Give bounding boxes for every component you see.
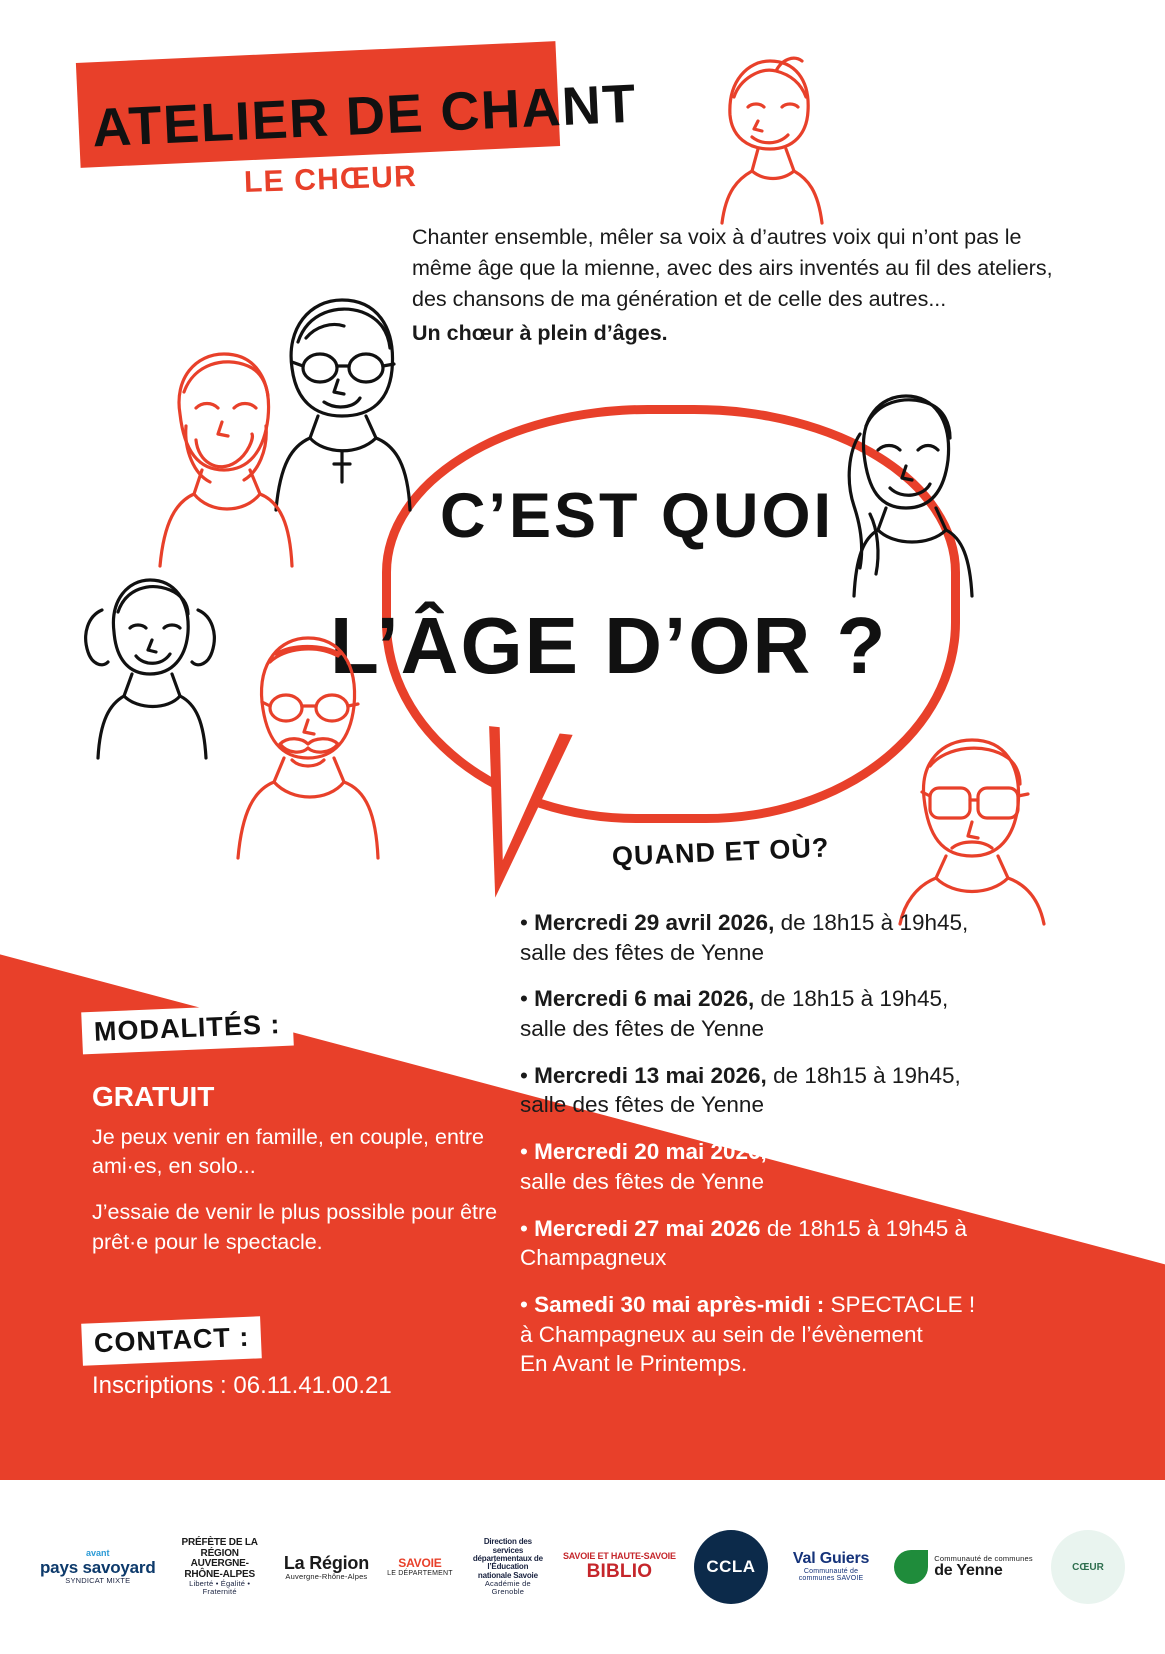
logo-coeur-main: CŒUR [1072, 1561, 1104, 1573]
logo-prefet-region-sub: Liberté • Égalité • Fraternité [189, 1579, 251, 1596]
face-girl-pigtails-icon [72, 560, 222, 760]
logo-education-nationale-sub: Académie de Grenoble [484, 1579, 531, 1596]
schedule-place: salle des fêtes de Yenne [520, 1168, 764, 1194]
schedule-time: de 18h15 à 19h45, [774, 910, 969, 935]
face-senior-man-moustache-icon [218, 620, 393, 860]
schedule-date: Mercredi 29 avril 2026, [534, 910, 775, 935]
logo-coeur-association [1051, 1530, 1125, 1604]
logo-la-region-main: La Région [283, 1552, 370, 1573]
schedule-time: de 18h15 à 19h45, [754, 986, 949, 1012]
logo-communaute-communes-yenne [894, 1550, 1033, 1584]
logo-prefet-region [174, 1538, 266, 1596]
schedule-item [520, 1061, 1080, 1120]
schedule-item [520, 1290, 1080, 1379]
schedule-place: Champagneux [520, 1245, 667, 1271]
face-bearded-man-icon [140, 338, 300, 568]
schedule-bullet: • [520, 986, 528, 1012]
leaf-icon [894, 1550, 928, 1584]
logo-yenne-sub: Communauté de communes [934, 1553, 1033, 1563]
schedule-bullet: • [520, 1062, 528, 1088]
intro-strong-text: Un chœur à plein d’âges. [412, 320, 668, 345]
logo-ccla-main: CCLA [706, 1557, 756, 1576]
schedule-bullet: • [520, 1139, 528, 1165]
logo-la-region-sub: Auvergne-Rhône-Alpes [285, 1571, 368, 1581]
logo-avant-pays-savoyard-top: avant [86, 1548, 110, 1559]
modalites-gratuit-label: GRATUIT [92, 1081, 215, 1112]
schedule-place: salle des fêtes de Yenne [520, 939, 764, 965]
logo-avant-pays-savoyard [40, 1549, 156, 1584]
heading-modalites: MODALITÉS : [81, 1004, 293, 1055]
page-subtitle: LE CHŒUR [243, 159, 418, 200]
footer-logo-bar [0, 1480, 1165, 1654]
bubble-headline-line2: L’ÂGE D’OR ? [330, 601, 888, 690]
bubble-headline-line1: C’EST QUOI [440, 481, 835, 551]
logo-education-nationale [471, 1538, 545, 1596]
schedule-date: Mercredi 20 mai 2026, [534, 1139, 767, 1165]
face-man-glasses-icon [880, 726, 1050, 926]
schedule-time: de 18h15 à 19h45, [766, 1062, 961, 1088]
logo-avant-pays-savoyard-sub: SYNDICAT MIXTE [65, 1575, 131, 1585]
schedule-time: SPECTACLE ! [824, 1291, 976, 1317]
logo-savoie-biblio-main: SAVOIE ET HAUTE-SAVOIE [563, 1551, 676, 1562]
schedule-place: salle des fêtes de Yenne [520, 1092, 764, 1118]
schedule-item [520, 1214, 1080, 1273]
modalites-line-2: J’essaie de venir le plus possible pour être prêt·e pour le spectacle. [92, 1199, 498, 1254]
schedule-date: Samedi 30 mai après-midi : [534, 1291, 825, 1317]
logo-prefet-region-main: PRÉFÈTE DE LA RÉGION AUVERGNE-RHÔNE-ALPES [181, 1537, 258, 1580]
logo-savoie-biblio [563, 1552, 676, 1581]
schedule-list [520, 908, 1080, 1396]
schedule-item [520, 908, 1080, 967]
schedule-place-extra: En Avant le Printemps. [520, 1351, 748, 1377]
heading-contact: CONTACT : [81, 1316, 262, 1365]
face-woman-long-hair-icon [820, 378, 980, 598]
face-young-woman-red-icon [690, 45, 840, 225]
schedule-time: de 18h15 à 19h45 à [760, 1215, 968, 1241]
schedule-place: salle des fêtes de Yenne [520, 1016, 764, 1042]
modalites-line-1: Je peux venir en famille, en couple, entre ami·es, en solo... [92, 1124, 485, 1179]
logo-yenne-main: de Yenne [934, 1561, 1003, 1579]
schedule-place: à Champagneux au sein de l’évènement [520, 1321, 923, 1347]
schedule-bullet: • [520, 1291, 528, 1317]
schedule-item [520, 1137, 1080, 1196]
schedule-bullet: • [520, 910, 528, 935]
logo-la-region [284, 1554, 369, 1581]
logo-ccla [694, 1530, 768, 1604]
intro-text: Chanter ensemble, mêler sa voix à d’autres voix qui n’ont pas le même âge que la mienne, avec des airs inventés au fil des ateliers, des chansons de ma génération et de celle des autres... [412, 225, 1053, 312]
logo-savoie-departement [387, 1557, 453, 1577]
logo-savoie-departement-sub: LE DÉPARTEMENT [387, 1569, 453, 1577]
contact-phone: Inscriptions : 06.11.41.00.21 [92, 1372, 392, 1399]
schedule-bullet: • [520, 1215, 528, 1241]
logo-val-guiers [786, 1551, 876, 1582]
schedule-date: Mercredi 27 mai 2026 [534, 1215, 761, 1241]
intro-paragraph [412, 222, 1062, 349]
logo-val-guiers-sub: Communauté de communes SAVOIE [798, 1568, 864, 1583]
logo-savoie-biblio-sub: BIBLIO [586, 1560, 653, 1582]
schedule-date: Mercredi 13 mai 2026, [534, 1062, 767, 1088]
logo-education-nationale-main: Direction des services départementaux de l’Éducation nationale Savoie [472, 1537, 543, 1580]
page-title: ATELIER DE CHANT [90, 73, 639, 159]
schedule-date: Mercredi 6 mai 2026, [534, 986, 755, 1012]
modalites-body [92, 1078, 512, 1273]
logo-val-guiers-main: Val Guiers [792, 1550, 870, 1568]
logo-avant-pays-savoyard-main: pays savoyard [40, 1557, 156, 1577]
heading-when-where: QUAND ET OÙ? [611, 832, 830, 872]
schedule-time: de 18h15 à 19h45, [766, 1139, 961, 1165]
contact-body [92, 1372, 552, 1400]
logo-savoie-departement-main: SAVOIE [398, 1556, 442, 1571]
schedule-item [520, 984, 1080, 1043]
